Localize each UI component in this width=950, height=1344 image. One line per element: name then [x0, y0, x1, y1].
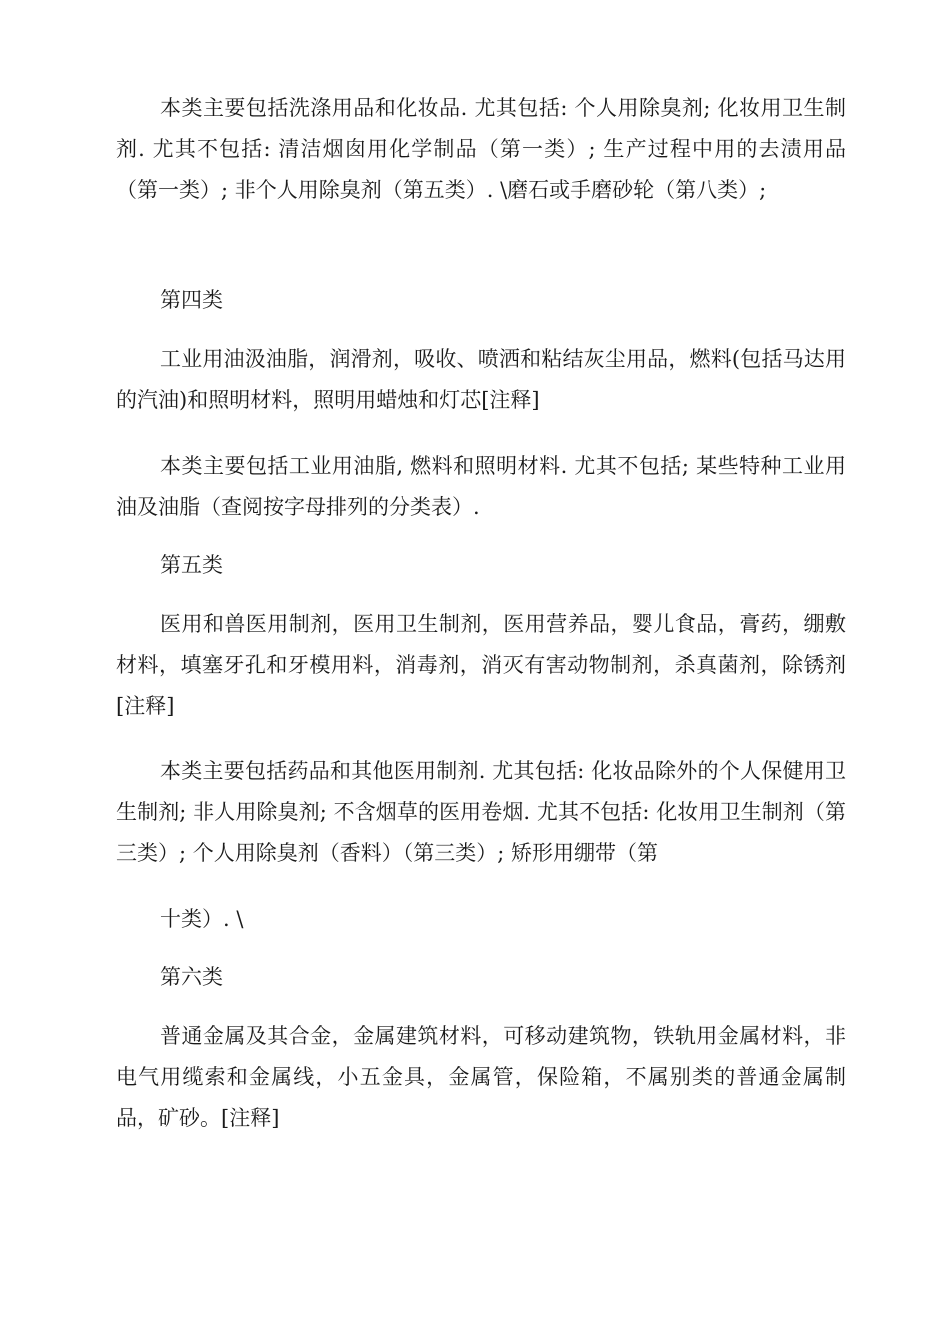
heading-class5: 第五类: [160, 553, 223, 577]
paragraph-class6-items: 普通金属及其合金，金属建筑材料，可移动建筑物，铁轨用金属材料，非电气用缆索和金属线，小五金具，金属管，保险箱，不属别类的普通金属制品，矿砂。[注释]: [116, 1024, 846, 1130]
heading-class4: 第四类: [160, 288, 223, 312]
paragraph-class4-items: 工业用油汲油脂，润滑剂，吸收、喷洒和粘结灰尘用品，燃料(包括马达用的汽油)和照明材料，照明用蜡烛和灯芯[注释]: [116, 347, 846, 412]
paragraph-class3-note: 本类主要包括洗涤用品和化妆品. 尤其包括: 个人用除臭剂; 化妆用卫生制剂. 尤其不包括: 清洁烟囱用化学制品（第一类）; 生产过程中用的去渍用品（第一类）; 非个人用除臭剂（第五类）. \磨石或手磨砂轮（第八类）;: [116, 96, 846, 202]
heading-class6: 第六类: [160, 965, 223, 989]
paragraph-class5-note-continued: 十类）. \: [160, 907, 244, 931]
paragraph-class4-note: 本类主要包括工业用油脂, 燃料和照明材料. 尤其不包括; 某些特种工业用油及油脂（查阅按字母排列的分类表）.: [116, 454, 846, 519]
paragraph-class5-note: 本类主要包括药品和其他医用制剂. 尤其包括: 化妆品除外的个人保健用卫生制剂; 非人用除臭剂; 不含烟草的医用卷烟. 尤其不包括: 化妆用卫生制剂（第三类）; 个人用除臭剂（香料）（第三类）; 矫形用绷带（第: [116, 759, 846, 865]
paragraph-class5-items: 医用和兽医用制剂，医用卫生制剂，医用营养品，婴儿食品，膏药，绷敷材料，填塞牙孔和牙模用料，消毒剂，消灭有害动物制剂，杀真菌剂，除锈剂[注释]: [116, 612, 846, 718]
